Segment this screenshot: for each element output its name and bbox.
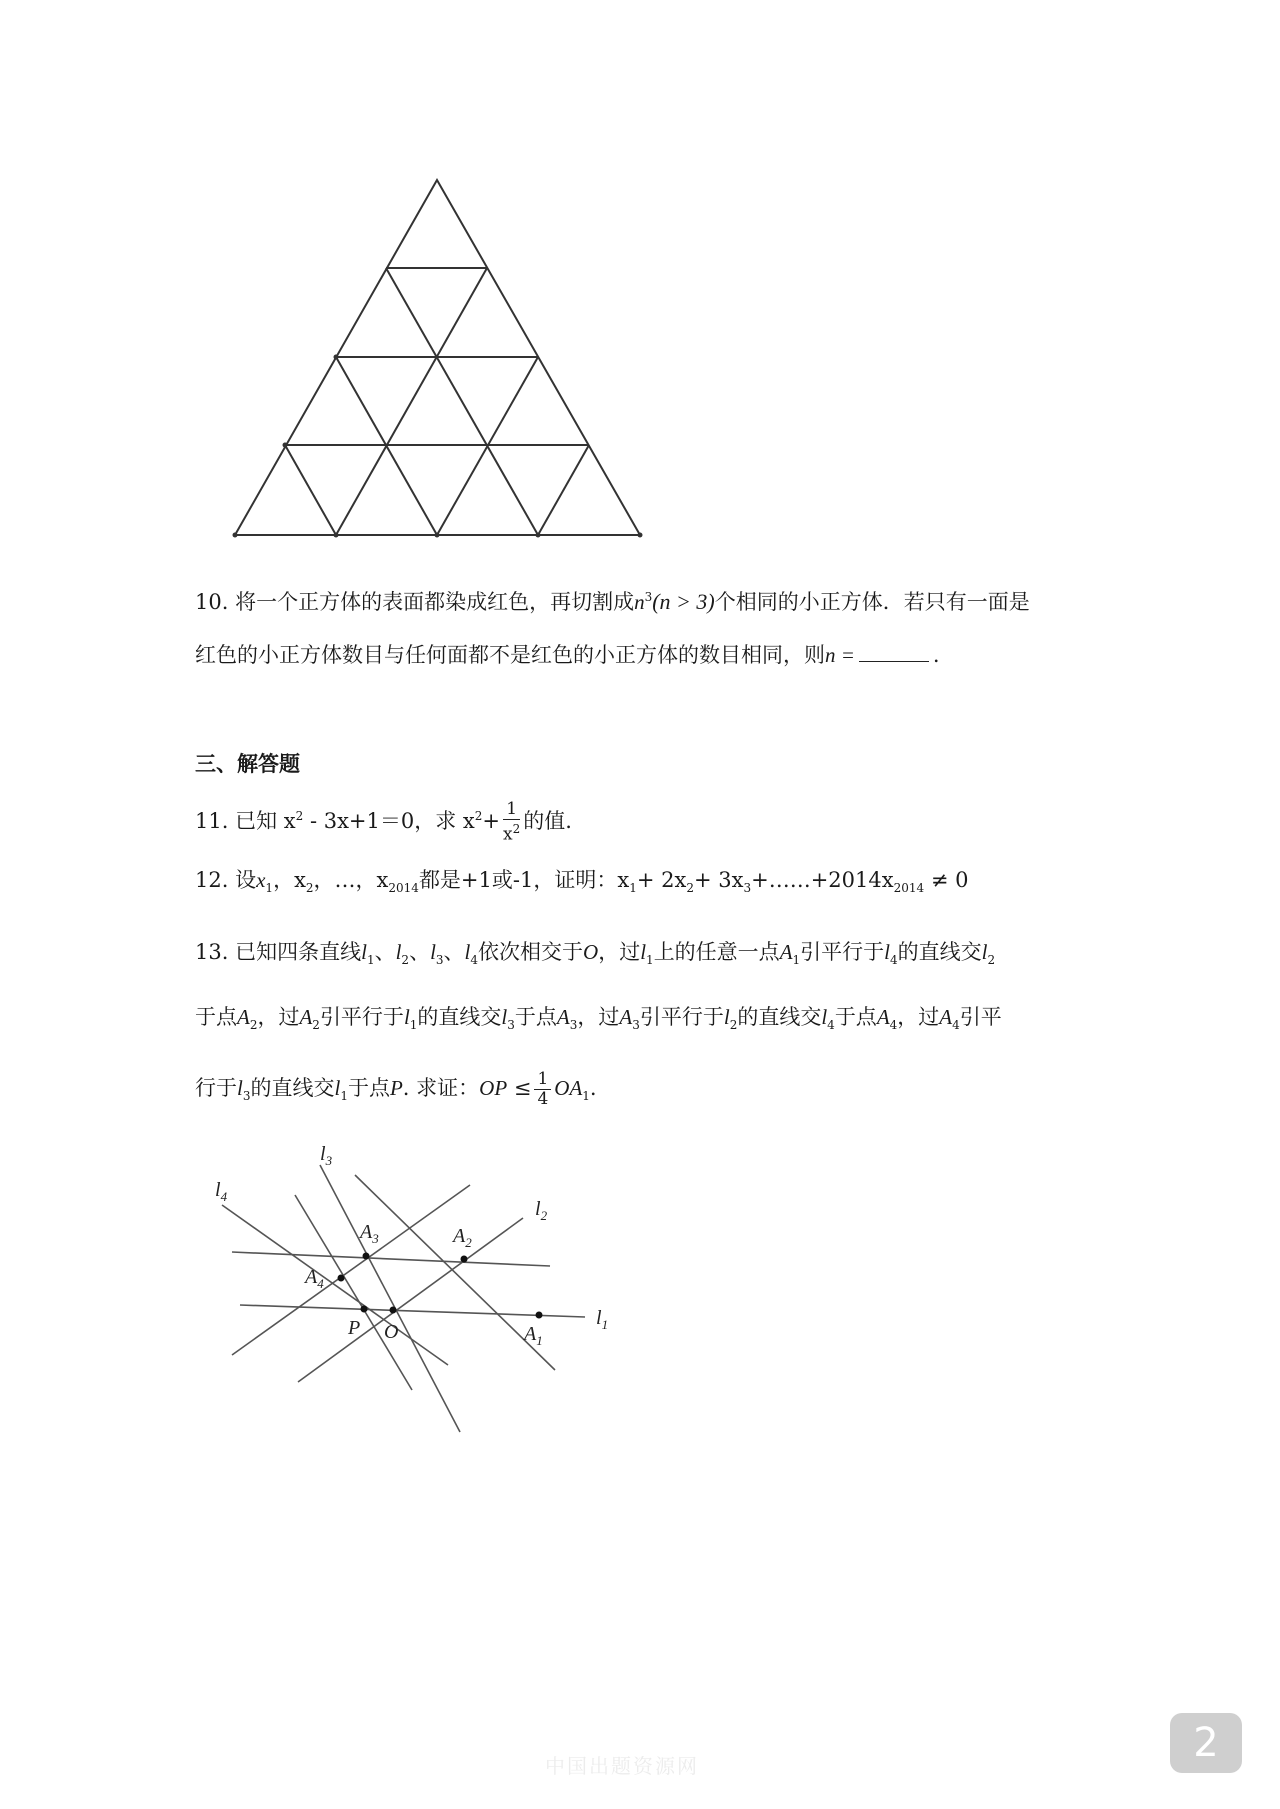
point-A2 — [461, 1256, 468, 1263]
watermark: 中国出题资源网 — [545, 1754, 699, 1778]
label-l1: $l_1$ — [596, 1307, 609, 1332]
lines-figure — [200, 1140, 630, 1440]
point-A3 — [363, 1253, 370, 1260]
label-P: P — [348, 1317, 361, 1339]
line-l3 — [295, 1195, 412, 1390]
label-A3: $A_3$ — [360, 1221, 379, 1246]
point-P — [361, 1306, 368, 1313]
q13-line1: 13. 已知四条直线$l_1$、$l_2$、$l_3$、$l_4$依次相交于O，过$l_1$上的任意一点$A_1$引平行于$l_4$的直线交$l_2$ — [195, 940, 996, 968]
answer-blank[interactable] — [859, 643, 929, 662]
point-A4 — [338, 1275, 345, 1282]
point-O — [390, 1307, 397, 1314]
q10-line1: 10. 将一个正方体的表面都染成红色，再切割成$n^3(n > 3)$个相同的小正方体．若只有一面是 — [195, 589, 1030, 614]
label-A2: $A_2$ — [453, 1225, 472, 1250]
q13-fraction: $\frac{1}{4}$ — [534, 1070, 551, 1109]
page-number-badge: 2 — [1170, 1713, 1242, 1773]
q13-line2: 于点$A_2$，过$A_2$引平行于$l_1$的直线交$l_3$于点$A_3$，过$A_3$引平行于$l_2$的直线交$l_4$于点$A_4$，过$A_4$引平 — [195, 1005, 1002, 1033]
label-l3: $l_3$ — [320, 1143, 333, 1168]
label-A4: $A_4$ — [305, 1266, 324, 1291]
line-l3-outer — [320, 1165, 460, 1432]
label-l4: $l_4$ — [215, 1179, 228, 1204]
line-upper-horizontal — [232, 1252, 550, 1266]
section-heading: 三、解答题 — [195, 751, 300, 776]
line-l4 — [222, 1205, 448, 1365]
q10-line2: 红色的小正方体数目与任何面都不是红色的小正方体的数目相同，则n = . — [195, 643, 940, 667]
label-l2: $l_2$ — [535, 1198, 548, 1223]
q13-line3: 行于$l_3$的直线交$l_1$于点P. 求证：OP ≤ $\frac{1}{4}$ $OA_1$. — [195, 1069, 597, 1109]
label-A1: $A_1$ — [524, 1323, 543, 1348]
q12: 12. 设$x_1$，$x_2$，…，$x_{2014}$都是+1或-1，证明：$x_1+ 2x_2+$ $3x_3+\dots\dots+2014x_{2014} \ne 0$ — [195, 868, 969, 896]
triangle-grid-figure — [225, 175, 655, 540]
line-l1 — [240, 1305, 585, 1317]
point-A1 — [536, 1312, 543, 1319]
label-O: O — [384, 1321, 399, 1343]
q11: 11. 已知 $x^2 - 3x+1=0$，求 $x^2+$ $\frac{1}{x^2}$ 的值. — [195, 799, 572, 845]
line-l2 — [298, 1218, 523, 1382]
q11-fraction: $\frac{1}{x^2}$ — [503, 799, 521, 845]
